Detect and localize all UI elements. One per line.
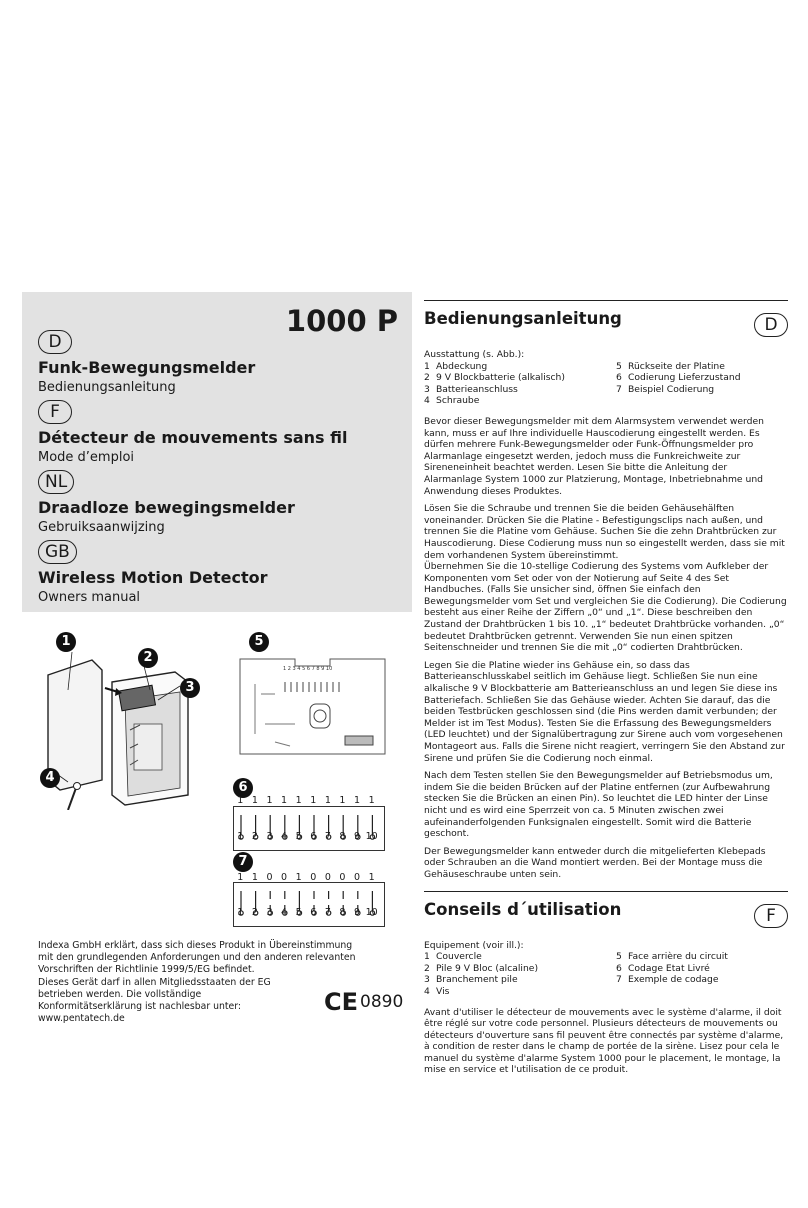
code-bit: 0 (310, 872, 317, 883)
code-position: 9 (354, 907, 361, 918)
section-header-fr (424, 891, 788, 934)
list-item: 7 Beispiel Codierung (616, 383, 715, 395)
code-bit: 0 (339, 872, 346, 883)
code-position: 10 (365, 831, 378, 842)
code-position: 9 (354, 831, 361, 842)
code-bit: 1 (237, 872, 244, 883)
section-title: Conseils d´utilisation (424, 899, 622, 919)
code-factory-values (233, 795, 379, 806)
list-item: 1 Couvercle (424, 951, 482, 963)
jumper-row-drawing (234, 807, 384, 850)
conformity-footer (38, 940, 358, 1025)
product-subtitle: Gebruiksaanwijzing (38, 520, 165, 535)
list-item: 5 Rückseite der Platine (616, 360, 725, 372)
callout-6: 6 (233, 778, 253, 798)
code-example-positions (233, 907, 379, 918)
code-bit: 0 (281, 872, 288, 883)
code-position: 7 (324, 831, 331, 842)
code-position: 3 (266, 831, 273, 842)
equipment-column-left (424, 951, 616, 997)
product-subtitle: Owners manual (38, 590, 141, 605)
equipment-column-right (616, 951, 788, 997)
jumper-row-drawing (234, 883, 384, 926)
callout-7: 7 (233, 852, 253, 872)
code-position: 2 (251, 831, 258, 842)
code-bit: 1 (354, 795, 361, 806)
paragraph: Legen Sie die Platine wieder ins Gehäuse ein, so dass das Batterieanschlusskabel seitlich im Gehäuse liegt. Schließen Sie nun eine alkalische 9 V Blockbatterie am Batterieanschluss an und legen Sie diese ins Batteriefach. Schließen Sie das Gehäuse wieder. Achten Sie darauf, das die beiden Testbrücken geschlossen sind (die Pins werden damit verbunden; der Melder ist im Test Modus). Testen Sie die Erfassung des Bewegungsmelders (LED leuchtet) und der Signalübertragung zur Sirene auch vom vorgesehenen Montageort aus. Falls die Sirene nicht reagiert, verringern Sie den Abstand zur Sirene und prüfen Sie die Codierung noch einmal. (424, 659, 785, 764)
product-title: Détecteur de mouvements sans fil (38, 428, 348, 447)
paragraph: Der Bewegungsmelder kann entweder durch die mitgelieferten Klebepads oder Schrauben an die Wand montiert werden. Bei der Montage muss die Gehäuseschraube unten sein. (424, 845, 766, 880)
code-position: 10 (365, 907, 378, 918)
list-item: 6 Codierung Lieferzustand (616, 372, 741, 384)
list-item: 3 Batterieanschluss (424, 383, 518, 395)
code-bit: 1 (266, 795, 273, 806)
code-bit: 1 (368, 795, 375, 806)
code-position: 6 (310, 831, 317, 842)
callout-5: 5 (249, 632, 269, 652)
code-position: 4 (281, 907, 288, 918)
cover-panel (22, 292, 412, 612)
equipment-title: Ausstattung (s. Abb.): (424, 349, 525, 360)
code-bit: 1 (295, 872, 302, 883)
code-position: 8 (339, 831, 346, 842)
conformity-usage: Dieses Gerät darf in allen Mitgliedsstaaten der EG betrieben werden. Die vollständige Konformitätserklärung ist nachlesbar unter: www.pentatech.de (38, 976, 271, 1025)
code-position: 4 (281, 831, 288, 842)
list-item: 7 Exemple de codage (616, 974, 719, 986)
language-block-nl (38, 470, 295, 535)
code-bit: 1 (310, 795, 317, 806)
paragraph: Übernehmen Sie die 10-stellige Codierung des Systems vom Aufkleber der Komponenten vom Set oder von der Notierung auf Seite 4 des Set Handbuches. (Falls Sie unsicher sind, öffnen Sie einfach den Bewegungsmelder vom Set und vergleichen Sie die Codierung). Die Codierung besteht aus einer Reihe der Ziffern „0“ und „1“. Diese beschreiben den Zustand der Drahtbrücken 1 bis 10. „1“ bedeutet Drahtbrücke vorhanden. „0“ bedeutet Drahtbrücken getrennt. Verwenden Sie nun einen spitzen Seitenschneider und trennen Sie die mit „0“ codierten Drahtbrücken. (424, 561, 787, 654)
paragraph: Bevor dieser Bewegungsmelder mit dem Alarmsystem verwendet werden kann, muss er auf Ihre individuelle Hauscodierung eingestellt werden. Es dürfen mehrere Funk-Bewegungsmelder oder Funk-Öffnungsmelder pro Alarmanlage eingesetzt werden, jedoch muss die Funkreichweite zur Sireneneinheit beachtet werden. Lesen Sie bitte die Anleitung der Alarmanlage System 1000 zur Platzierung, Montage, Inbetriebnahme und Anwendung dieses Produktes. (424, 415, 764, 497)
code-bit: 1 (251, 872, 258, 883)
code-position: 3 (266, 907, 273, 918)
section-header-de (424, 300, 788, 343)
conformity-statement: Indexa GmbH erklärt, dass sich dieses Produkt in Übereinstimmung mit den grundlegenden Anforderungen und den anderen relevanten Vorschriften der Richtlinie 1999/5/EG befindet. (38, 940, 356, 976)
equipment-column-right (616, 361, 788, 407)
equipment-list (424, 361, 788, 407)
code-bit: 1 (295, 795, 302, 806)
product-subtitle: Mode d’emploi (38, 450, 135, 465)
language-block-de (38, 330, 255, 395)
callout-3: 3 (180, 678, 200, 698)
code-bit: 1 (281, 795, 288, 806)
code-example-board (233, 882, 385, 927)
product-title: Wireless Motion Detector (38, 568, 268, 587)
language-badge: F (38, 400, 72, 424)
callout-1: 1 (56, 632, 76, 652)
product-title: Draadloze bewegingsmelder (38, 498, 295, 517)
list-item: 3 Branchement pile (424, 974, 518, 986)
product-subtitle: Bedienungsanleitung (38, 380, 176, 395)
pcb-label: 1 2 3 4 5 6 7 8 9 10 (283, 666, 333, 672)
code-position: 1 (237, 831, 244, 842)
device-illustration (30, 630, 220, 810)
list-item: 4 Vis (424, 985, 450, 997)
code-bit: 1 (339, 795, 346, 806)
ce-mark: CE (324, 988, 359, 1016)
code-bit: 1 (251, 795, 258, 806)
language-badge: NL (38, 470, 74, 494)
model-number: 1000 P (285, 304, 398, 338)
language-block-gb (38, 540, 267, 605)
paragraph: Nach dem Testen stellen Sie den Bewegungsmelder auf Betriebsmodus um, indem Sie die beiden Brücken auf der Platine entfernen (zur Aufbewahrung stecken Sie die Brücken an einen Pin). So leuchtet die LED hinter der Linse nicht und es wird eine Sperrzeit von ca. 5 Minuten zwischen zwei aufeinanderfolgenden Funksignalen eingestellt. Somit wird die Batterie geschont. (424, 770, 773, 840)
code-position: 7 (324, 907, 331, 918)
code-position: 1 (237, 907, 244, 918)
code-bit: 1 (237, 795, 244, 806)
ce-code: 0890 (360, 992, 404, 1012)
equipment-column-left (424, 361, 616, 407)
code-factory-board (233, 806, 385, 851)
code-bit: 0 (354, 872, 361, 883)
list-item: 2 9 V Blockbatterie (alkalisch) (424, 372, 565, 384)
list-item: 1 Abdeckung (424, 360, 488, 372)
equipment-title: Equipement (voir ill.): (424, 939, 524, 951)
equipment-list (424, 951, 788, 997)
code-position: 5 (295, 831, 302, 842)
list-item: 6 Codage Etat Livré (616, 962, 710, 974)
code-position: 5 (295, 907, 302, 918)
code-position: 2 (251, 907, 258, 918)
list-item: 4 Schraube (424, 395, 480, 407)
language-badge: GB (38, 540, 77, 564)
language-badge: D (754, 313, 788, 337)
code-bit: 1 (368, 872, 375, 883)
language-block-fr (38, 400, 347, 465)
language-badge: F (754, 904, 788, 928)
section-fr (424, 940, 788, 1077)
code-factory-positions (233, 831, 379, 842)
language-badge: D (38, 330, 72, 354)
callout-4: 4 (40, 768, 60, 788)
callout-2: 2 (138, 648, 158, 668)
list-item: 5 Face arrière du circuit (616, 951, 728, 963)
paragraph: Lösen Sie die Schraube und trennen Sie die beiden Gehäusehälften voneinander. Drücken Sie die Platine - Befestigungsclips nach außen, und trennen Sie die Platine vom Gehäuse. Suchen Sie die zehn Drahtbrücken zur Hauscodierung. Diese Codierung muss nun so eingestellt werden, dass sie mit dem vorhandenen System übereinstimmt. (424, 503, 785, 561)
instructions-column (424, 300, 788, 1076)
code-bit: 0 (266, 872, 273, 883)
paragraph: Avant d'utiliser le détecteur de mouvements avec le système d'alarme, il doit être réglé sur votre code personnel. Plusieurs détecteurs de mouvements ou détecteurs d'ouverture sans fil peuvent être connectés par système d'alarme, à condition de rester dans le champ de portée de la sirène. Lisez pour cela le manuel du système d'alarme System 1000 pour le placement, le montage, la mise en service et l'utilisation de ce produit. (424, 1006, 784, 1076)
pcb-illustration (225, 630, 395, 760)
list-item: 2 Pile 9 V Bloc (alcaline) (424, 962, 539, 974)
product-title: Funk-Bewegungsmelder (38, 358, 256, 377)
section-title: Bedienungsanleitung (424, 309, 622, 328)
code-position: 6 (310, 907, 317, 918)
code-position: 8 (339, 907, 346, 918)
code-bit: 1 (324, 795, 331, 806)
code-bit: 0 (324, 872, 331, 883)
